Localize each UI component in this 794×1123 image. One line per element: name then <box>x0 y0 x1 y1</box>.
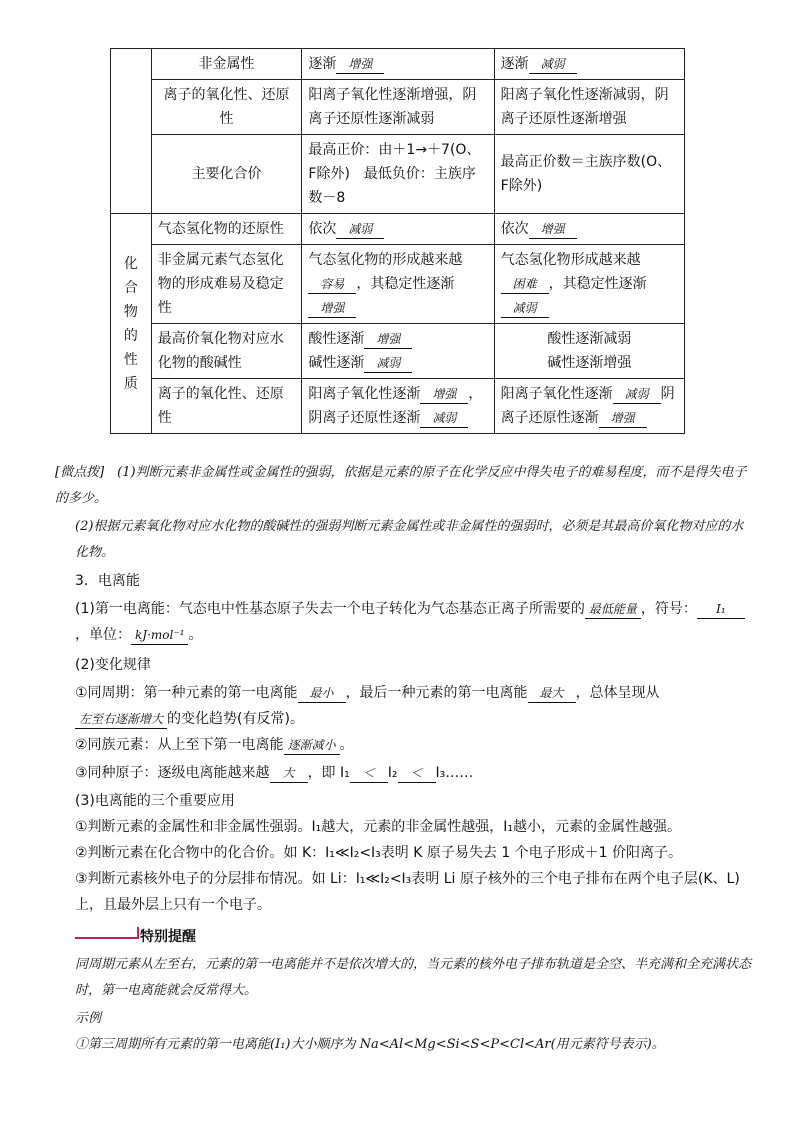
table-cell: 气态氢化物的还原性 <box>151 214 302 245</box>
table-cell: 离子的氧化性、还原性 <box>151 379 302 434</box>
answer-blank: 增强 <box>420 385 468 404</box>
text: 的变化趋势(有反常)。 <box>167 711 304 727</box>
paragraph: ③判断元素核外电子的分层排布情况。如 Li：I₁≪I₂<I₃表明 Li 原子核外的三个电子排布在两个电子层(K、L)上，且最外层上只有一个电子。 <box>75 871 740 913</box>
table-cell: 离子的氧化性、还原性 <box>151 80 302 135</box>
table-cell <box>494 49 684 80</box>
cell-text: 逐渐 <box>308 56 337 72</box>
text: I₃…… <box>435 765 474 781</box>
cell-text: ，其稳定性逐渐 <box>548 276 647 292</box>
answer-blank: 困难 <box>501 275 549 294</box>
table-cell: 最高正价数＝主族序数(O、F除外) <box>494 135 684 214</box>
table-cell <box>494 324 684 379</box>
cell-text: 阳离子氧化性逐渐 <box>500 386 613 402</box>
answer-blank: 逐渐减小 <box>284 736 340 755</box>
text: ②同族元素：从上至下第一电离能 <box>75 737 284 753</box>
table-cell <box>302 49 494 80</box>
table-cell <box>302 379 494 434</box>
paragraph: ①判断元素的金属性和非金属性强弱。I₁越大，元素的非金属性越强，I₁越小，元素的金属性越强。 <box>75 819 682 835</box>
table-cell <box>494 379 684 434</box>
table-row <box>111 80 685 135</box>
answer-blank: 左至右逐渐增大 <box>75 710 167 729</box>
answer-blank: 减弱 <box>364 354 412 373</box>
answer-blank: 容易 <box>308 275 356 294</box>
table-cell: 最高价氧化物对应水化物的酸碱性 <box>151 324 302 379</box>
cell-text: 依次 <box>500 221 529 237</box>
cell-text: ，阴离子还原性逐渐 <box>308 386 483 426</box>
answer-blank: 增强 <box>336 55 384 74</box>
table-cell <box>494 245 684 324</box>
answer-blank: ＜ <box>398 764 436 783</box>
text: ③同种原子：逐级电离能越来越 <box>75 765 270 781</box>
answer-blank: 减弱 <box>420 409 468 428</box>
table-row <box>111 379 685 434</box>
table-cell: 非金属元素气态氢化物的形成难易及稳定性 <box>151 245 302 324</box>
tip-title: 特别提醒 <box>140 929 196 945</box>
compound-properties-label: 化合物的性质 <box>111 214 152 434</box>
answer-blank: 最低能量 <box>585 600 641 619</box>
text: ，单位： <box>75 627 131 643</box>
cell-text: 逐渐 <box>500 56 529 72</box>
paragraph: (3)电离能的三个重要应用 <box>75 793 235 809</box>
tip-note-1: [微点拨] (1)判断元素非金属性或金属性的强弱，依据是元素的原子在化学反应中得失电子的难易程度，而不是得失电子的多少。 <box>55 465 747 506</box>
tip-note-2: (2)根据元素氧化物对应水化物的酸碱性的强弱判断元素金属性或非金属性的强弱时，必须是其最高价氧化物对应的水化物。 <box>75 519 744 560</box>
table-cell: 最高正价：由＋1→＋7(O、F除外) 最低负价：主族序数－8 <box>302 135 494 214</box>
table-cell: 阳离子氧化性逐渐增强，阴离子还原性逐渐减弱 <box>302 80 494 135</box>
table-cell-empty <box>111 49 152 214</box>
cell-text: 依次 <box>308 221 337 237</box>
answer-blank: 增强 <box>364 330 412 349</box>
table-cell: 主要化合价 <box>151 135 302 214</box>
cell-text: 酸性逐渐减弱 <box>547 331 632 347</box>
answer-blank: 大 <box>270 764 308 783</box>
table-cell: 非金属性 <box>151 49 302 80</box>
section-title: 3．电离能 <box>75 573 140 589</box>
paragraph-first-ionization <box>75 596 745 648</box>
table-cell <box>494 214 684 245</box>
table-row <box>111 324 685 379</box>
cell-text: 酸性逐渐 <box>308 331 365 347</box>
text: ①同周期：第一种元素的第一电离能 <box>75 685 298 701</box>
table-row <box>111 49 685 80</box>
answer-blank: 增强 <box>529 220 577 239</box>
text: 。 <box>188 627 203 643</box>
cell-text: 阳离子氧化性逐渐 <box>308 386 421 402</box>
paragraph-period-trend <box>75 680 745 732</box>
answer-blank: 最大 <box>528 684 576 703</box>
element-properties-table <box>110 48 685 434</box>
answer-blank: kJ·mol⁻¹ <box>131 626 188 645</box>
cell-text: 阴离子还原性逐渐 <box>500 386 675 426</box>
paragraph-group-trend <box>75 732 765 758</box>
answer-blank: 增强 <box>308 299 356 318</box>
table-cell: 阳离子氧化性逐渐减弱，阴离子还原性逐渐增强 <box>494 80 684 135</box>
text: ，符号： <box>640 601 697 617</box>
table-row <box>111 214 685 245</box>
cell-text: ，其稳定性逐渐 <box>356 276 455 292</box>
paragraph: ②判断元素在化合物中的化合价。如 K：I₁≪I₂<I₃表明 K 原子易失去 1 个电子形成＋1 价阳离子。 <box>75 845 683 861</box>
answer-blank: 最小 <box>298 684 346 703</box>
cell-text: 气态氢化物形成越来越 <box>500 252 641 268</box>
answer-blank: 减弱 <box>613 385 661 404</box>
cell-text: 碱性逐渐 <box>308 355 365 371</box>
tip-decoration <box>75 927 139 939</box>
text: 。 <box>339 737 354 753</box>
cell-text: 气态氢化物的形成越来越 <box>308 252 463 268</box>
paragraph: (2)变化规律 <box>75 657 151 673</box>
text: ，最后一种元素的第一电离能 <box>345 685 528 701</box>
paragraph-successive-ionization <box>75 760 765 786</box>
text: (1)第一电离能：气态电中性基态原子失去一个电子转化为气态基态正离子所需要的 <box>75 601 585 617</box>
answer-blank: 减弱 <box>501 299 549 318</box>
cell-text: 碱性逐渐增强 <box>547 355 632 371</box>
text: ，即 I₁ <box>307 765 350 781</box>
text: I₂ <box>387 765 398 781</box>
text: ，总体呈现从 <box>575 685 660 701</box>
table-cell <box>302 214 494 245</box>
table-row <box>111 245 685 324</box>
example-text: ①第三周期所有元素的第一电离能(I₁)大小顺序为 Na<Al<Mg<Si<S<P<Cl<Ar(用元素符号表示)。 <box>75 1037 665 1052</box>
example-label: 示例 <box>75 1011 102 1026</box>
answer-blank: 减弱 <box>336 220 384 239</box>
tip-text: 同周期元素从左至右，元素的第一电离能并不是依次增大的，当元素的核外电子排布轨道是全空、半充满和全充满状态时，第一电离能就会反常得大。 <box>75 957 752 998</box>
answer-blank: 减弱 <box>529 55 577 74</box>
answer-blank: I₁ <box>697 600 745 619</box>
table-row <box>111 135 685 214</box>
answer-blank: 增强 <box>599 409 647 428</box>
answer-blank: ＜ <box>350 764 388 783</box>
table-cell <box>302 245 494 324</box>
table-cell <box>302 324 494 379</box>
